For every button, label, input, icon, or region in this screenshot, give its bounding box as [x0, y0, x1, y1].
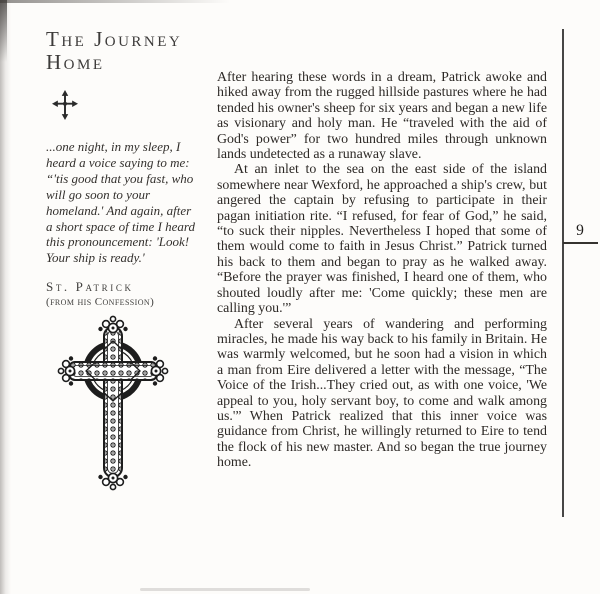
- body-paragraph: At an inlet to the sea on the east side of the island somewhere near Wexford, he approached a ship's crew, but angered the captain by refusing to participate in their pagan initiation rite. “I refused, for fear of God,” he said, “to suck their nipples. Nevertheless I hoped that some of them would come to faith in Jesus Christ.” Patrick turned his back to them and began to pray as he walked away. “Before the prayer was finished, I heard one of them, who shouted loudly after me: 'Come quickly; these men are calling you.'”: [217, 162, 547, 317]
- page-title-line1: The Journey: [46, 27, 183, 51]
- pull-quote: ...one night, in my sleep, I heard a voice saying to me: “'tis good that you fast, who will go soon to your homeland.' And again, after a short space of time I heard this pronouncement: 'Look! Your ship is ready.': [46, 139, 195, 266]
- ornate-engraved-crucifix-image: [53, 313, 173, 499]
- spine-shadow-top: [0, 0, 7, 62]
- attribution-name: St. Patrick: [46, 279, 134, 295]
- body-paragraph: After hearing these words in a dream, Patrick awoke and hiked away from the rugged hillside pastures where he had tended his owner's sheep for six years and began a new life as visionary and holy man. He “traveled with the aid of God's power” for two hundred miles through unknown lands undetected as a runaway slave.: [217, 70, 547, 163]
- attribution-source: (from his Confession): [46, 296, 155, 309]
- body-paragraph: After several years of wandering and performing miracles, he made his way back to his family in Britain. He was warmly welcomed, but he soon had a vision in which a man from Eire delivered a letter with the message, “The Voice of the Irish...They cried out, as with one voice, 'We appeal to you, holy servant boy, to come and walk among us.'” When Patrick realized that this inner voice was guidance from Christ, he willingly returned to Eire to tend the flock of his new master. And so began the true journey home.: [217, 316, 547, 471]
- body-text-column: [217, 70, 547, 471]
- spine-shadow: [0, 0, 11, 594]
- bottom-edge-smudge: [140, 588, 310, 591]
- page-number-box: [563, 222, 598, 244]
- top-edge-shadow: [0, 0, 230, 3]
- page-number: 9: [576, 222, 585, 239]
- page-edge-vertical-rule: [562, 29, 564, 517]
- sidebar: [46, 28, 211, 308]
- attribution: [46, 279, 211, 308]
- cross-with-arrowed-ends-icon: [52, 84, 78, 126]
- page-title-line2: Home: [46, 50, 105, 74]
- page-title: [46, 28, 211, 74]
